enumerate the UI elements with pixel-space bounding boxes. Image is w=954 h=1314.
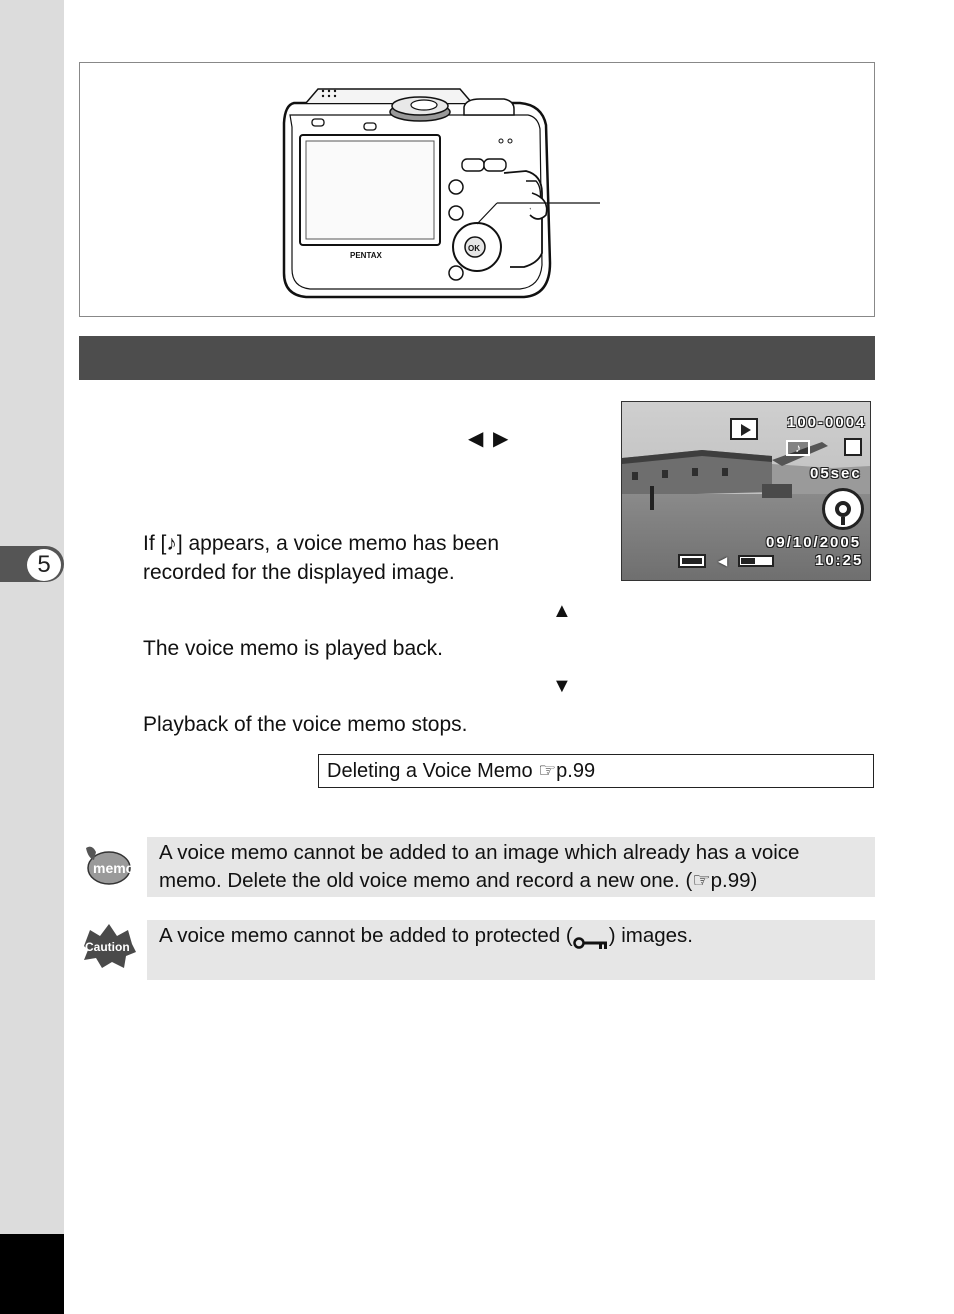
speaker-icon: ◀ [718, 554, 728, 568]
chapter-sidebar [0, 0, 64, 1314]
memo-date: 09/10/2005 [766, 534, 862, 551]
reference-label[interactable]: Deleting a Voice Memo ☞p.99 [327, 760, 596, 782]
memo-note-text: A voice memo cannot be added to an image which already has a voice memo. Delete the old voice memo and record a new one. (☞p.99) [159, 841, 800, 892]
record-icon [822, 488, 864, 530]
memo-icon-label: memo [93, 860, 132, 876]
memo-duration: 05sec [810, 465, 862, 482]
ok-button-label: OK [468, 244, 480, 253]
stop-text: Playback of the voice memo stops. [143, 713, 468, 736]
section-header-bar [79, 336, 875, 380]
caution-text-before: A voice memo cannot be added to protected ( [159, 924, 573, 947]
camera-illustration [80, 63, 874, 316]
left-right-arrows-icon: ◀ ▶ [468, 428, 511, 450]
chapter-number: 5 [26, 548, 62, 582]
camera-figure [79, 62, 875, 317]
playback-text: The voice memo is played back. [143, 637, 443, 660]
voice-memo-icon: ♪ [786, 440, 810, 456]
down-arrow-icon: ▼ [552, 675, 572, 697]
file-number: 100-0004 [787, 414, 867, 431]
lcd-preview [621, 401, 871, 581]
camera-brand-label: PENTAX [350, 251, 382, 260]
caution-note-panel [147, 920, 875, 980]
protect-key-icon [573, 930, 609, 944]
memo-time: 10:25 [815, 552, 864, 569]
caution-icon-label: Caution [85, 940, 130, 954]
memo-note-panel [147, 837, 875, 897]
sidebar-page-block [0, 1234, 64, 1314]
memo-icon [80, 842, 132, 888]
caution-text-after: ) images. [608, 924, 693, 947]
lock-icon [844, 438, 862, 456]
caution-icon [80, 922, 138, 970]
volume-bar [738, 555, 774, 567]
play-mode-icon [730, 418, 758, 440]
battery-icon [678, 554, 706, 568]
up-arrow-icon: ▲ [552, 600, 572, 622]
voice-memo-indicator-text: If [♪] appears, a voice memo has been recorded for the displayed image. [143, 532, 500, 584]
reference-link-box[interactable] [318, 754, 874, 788]
